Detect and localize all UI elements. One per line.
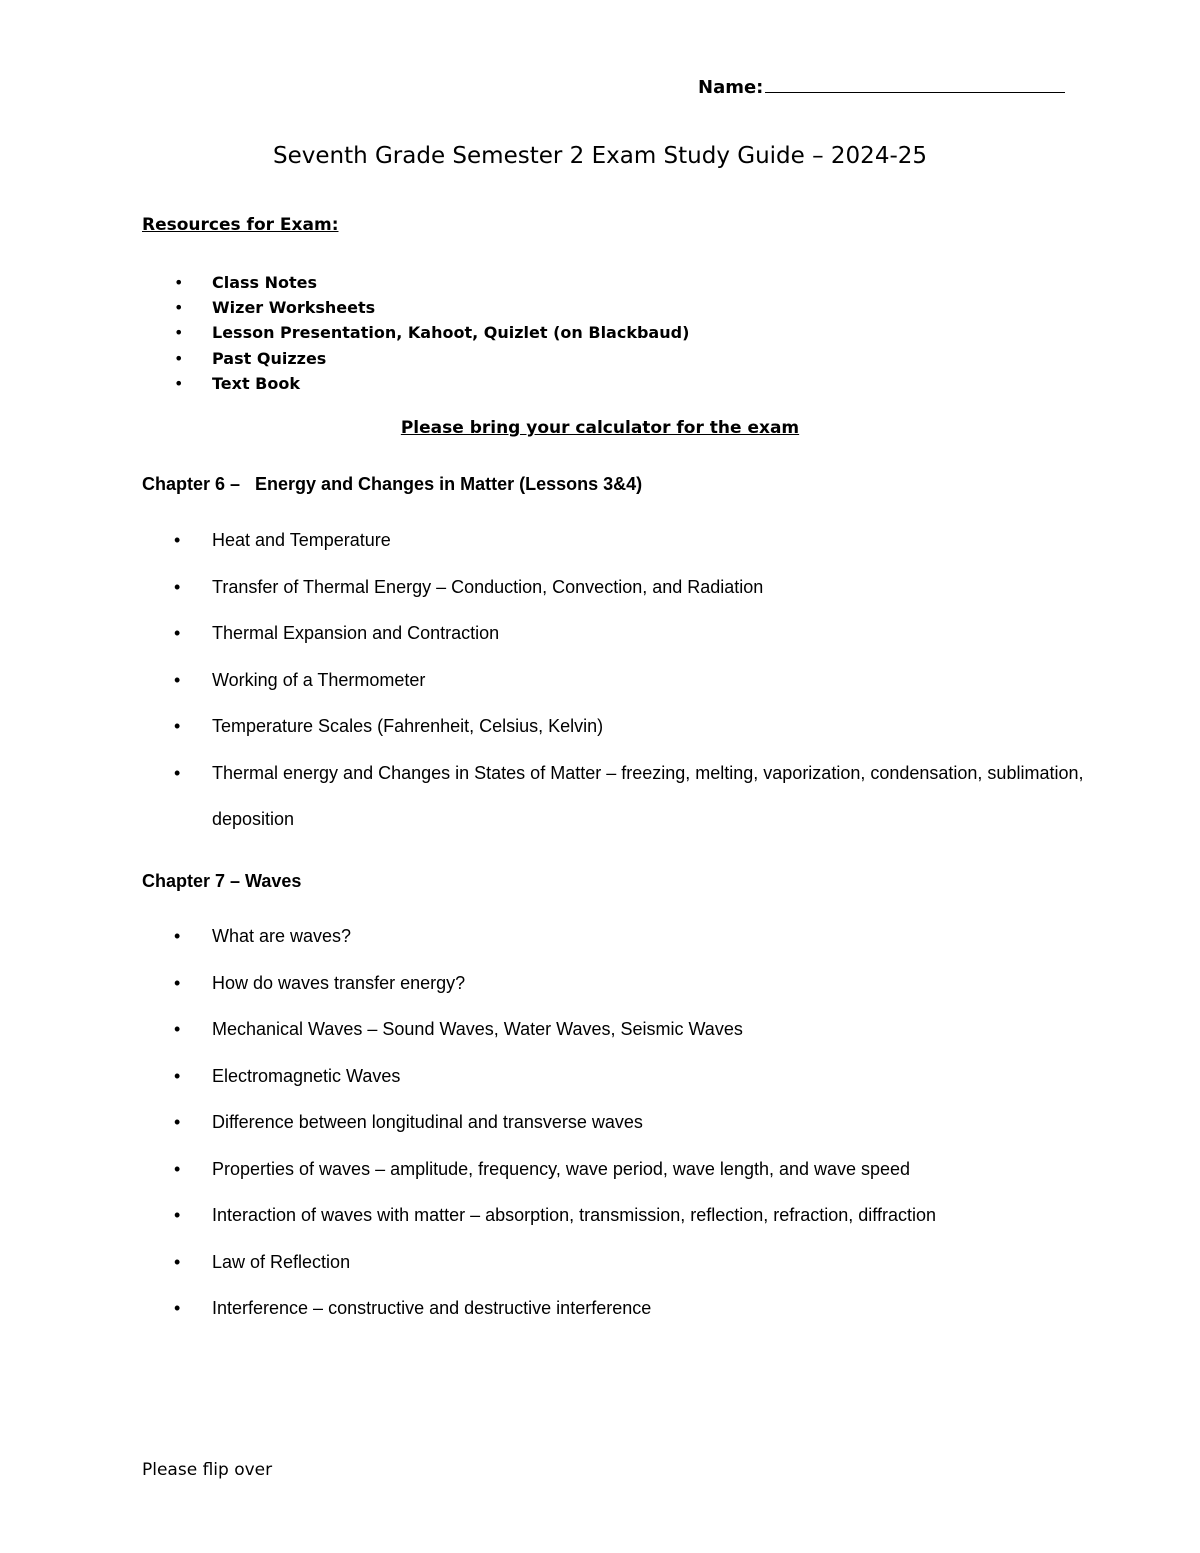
bullet-icon: • xyxy=(174,1065,181,1086)
list-item: • Mechanical Waves – Sound Waves, Water Waves, Seismic Waves xyxy=(170,1006,1092,1053)
bullet-icon: • xyxy=(174,1298,181,1318)
list-item: • Transfer of Thermal Energy – Conduction, Convection, and Radiation xyxy=(170,564,1092,611)
bullet-icon: • xyxy=(174,1112,181,1132)
bullet-icon: • xyxy=(174,669,181,690)
chapter-6-heading: Chapter 6 – Energy and Changes in Matter (Lessons 3&4) xyxy=(142,474,643,494)
name-blank-line[interactable] xyxy=(765,74,1065,93)
list-item: • Text Book xyxy=(170,371,689,396)
list-item: • Properties of waves – amplitude, frequency, wave period, wave length, and wave speed xyxy=(170,1146,1092,1193)
bullet-icon: • xyxy=(174,623,181,643)
bullet-icon: • xyxy=(174,926,181,946)
resources-list xyxy=(170,270,689,396)
list-item: • What are waves? xyxy=(170,913,1092,960)
bullet-icon: • xyxy=(174,530,181,550)
bullet-icon: • xyxy=(174,298,184,318)
bullet-icon: • xyxy=(174,1019,181,1039)
list-item: • Working of a Thermometer xyxy=(170,657,1092,704)
bullet-icon: • xyxy=(174,348,184,368)
list-item: • Heat and Temperature xyxy=(170,517,1092,564)
chapter-6-topics xyxy=(170,517,1092,843)
list-item: • Law of Reflection xyxy=(170,1239,1092,1286)
name-label: Name: xyxy=(698,77,764,98)
resources-heading: Resources for Exam: xyxy=(142,215,339,235)
list-item: • How do waves transfer energy? xyxy=(170,960,1092,1007)
list-item: • Thermal Expansion and Contraction xyxy=(170,610,1092,657)
bullet-icon: • xyxy=(174,1251,181,1272)
list-item: • Difference between longitudinal and transverse waves xyxy=(170,1099,1092,1146)
list-item: • Electromagnetic Waves xyxy=(170,1053,1092,1100)
bullet-icon: • xyxy=(174,323,184,343)
name-field xyxy=(698,74,1065,98)
calculator-note: Please bring your calculator for the exam xyxy=(400,418,800,438)
chapter-7-heading: Chapter 7 – Waves xyxy=(142,871,302,891)
bullet-icon: • xyxy=(174,716,181,736)
page-title: Seventh Grade Semester 2 Exam Study Guide – 2024-25 xyxy=(272,143,928,169)
list-item: • Past Quizzes xyxy=(170,346,689,371)
list-item: • Class Notes xyxy=(170,270,689,295)
list-item: • Thermal energy and Changes in States of Matter – freezing, melting, vaporization, condensation, sublimation, deposition xyxy=(170,750,1092,843)
bullet-icon: • xyxy=(174,373,184,393)
list-item: • Wizer Worksheets xyxy=(170,295,689,320)
bullet-icon: • xyxy=(174,1205,181,1225)
list-item: • Lesson Presentation, Kahoot, Quizlet (on Blackbaud) xyxy=(170,320,689,345)
list-item: • Interaction of waves with matter – absorption, transmission, reflection, refraction, diffraction xyxy=(170,1192,1092,1239)
bullet-icon: • xyxy=(174,273,184,292)
list-item: • Temperature Scales (Fahrenheit, Celsius, Kelvin) xyxy=(170,703,1092,750)
bullet-icon: • xyxy=(174,1158,181,1179)
bullet-icon: • xyxy=(174,576,181,597)
chapter-7-topics xyxy=(170,913,1092,1332)
bullet-icon: • xyxy=(174,972,181,993)
list-item: • Interference – constructive and destructive interference xyxy=(170,1285,1092,1332)
bullet-icon: • xyxy=(174,762,181,783)
footer-note: Please flip over xyxy=(142,1460,273,1480)
